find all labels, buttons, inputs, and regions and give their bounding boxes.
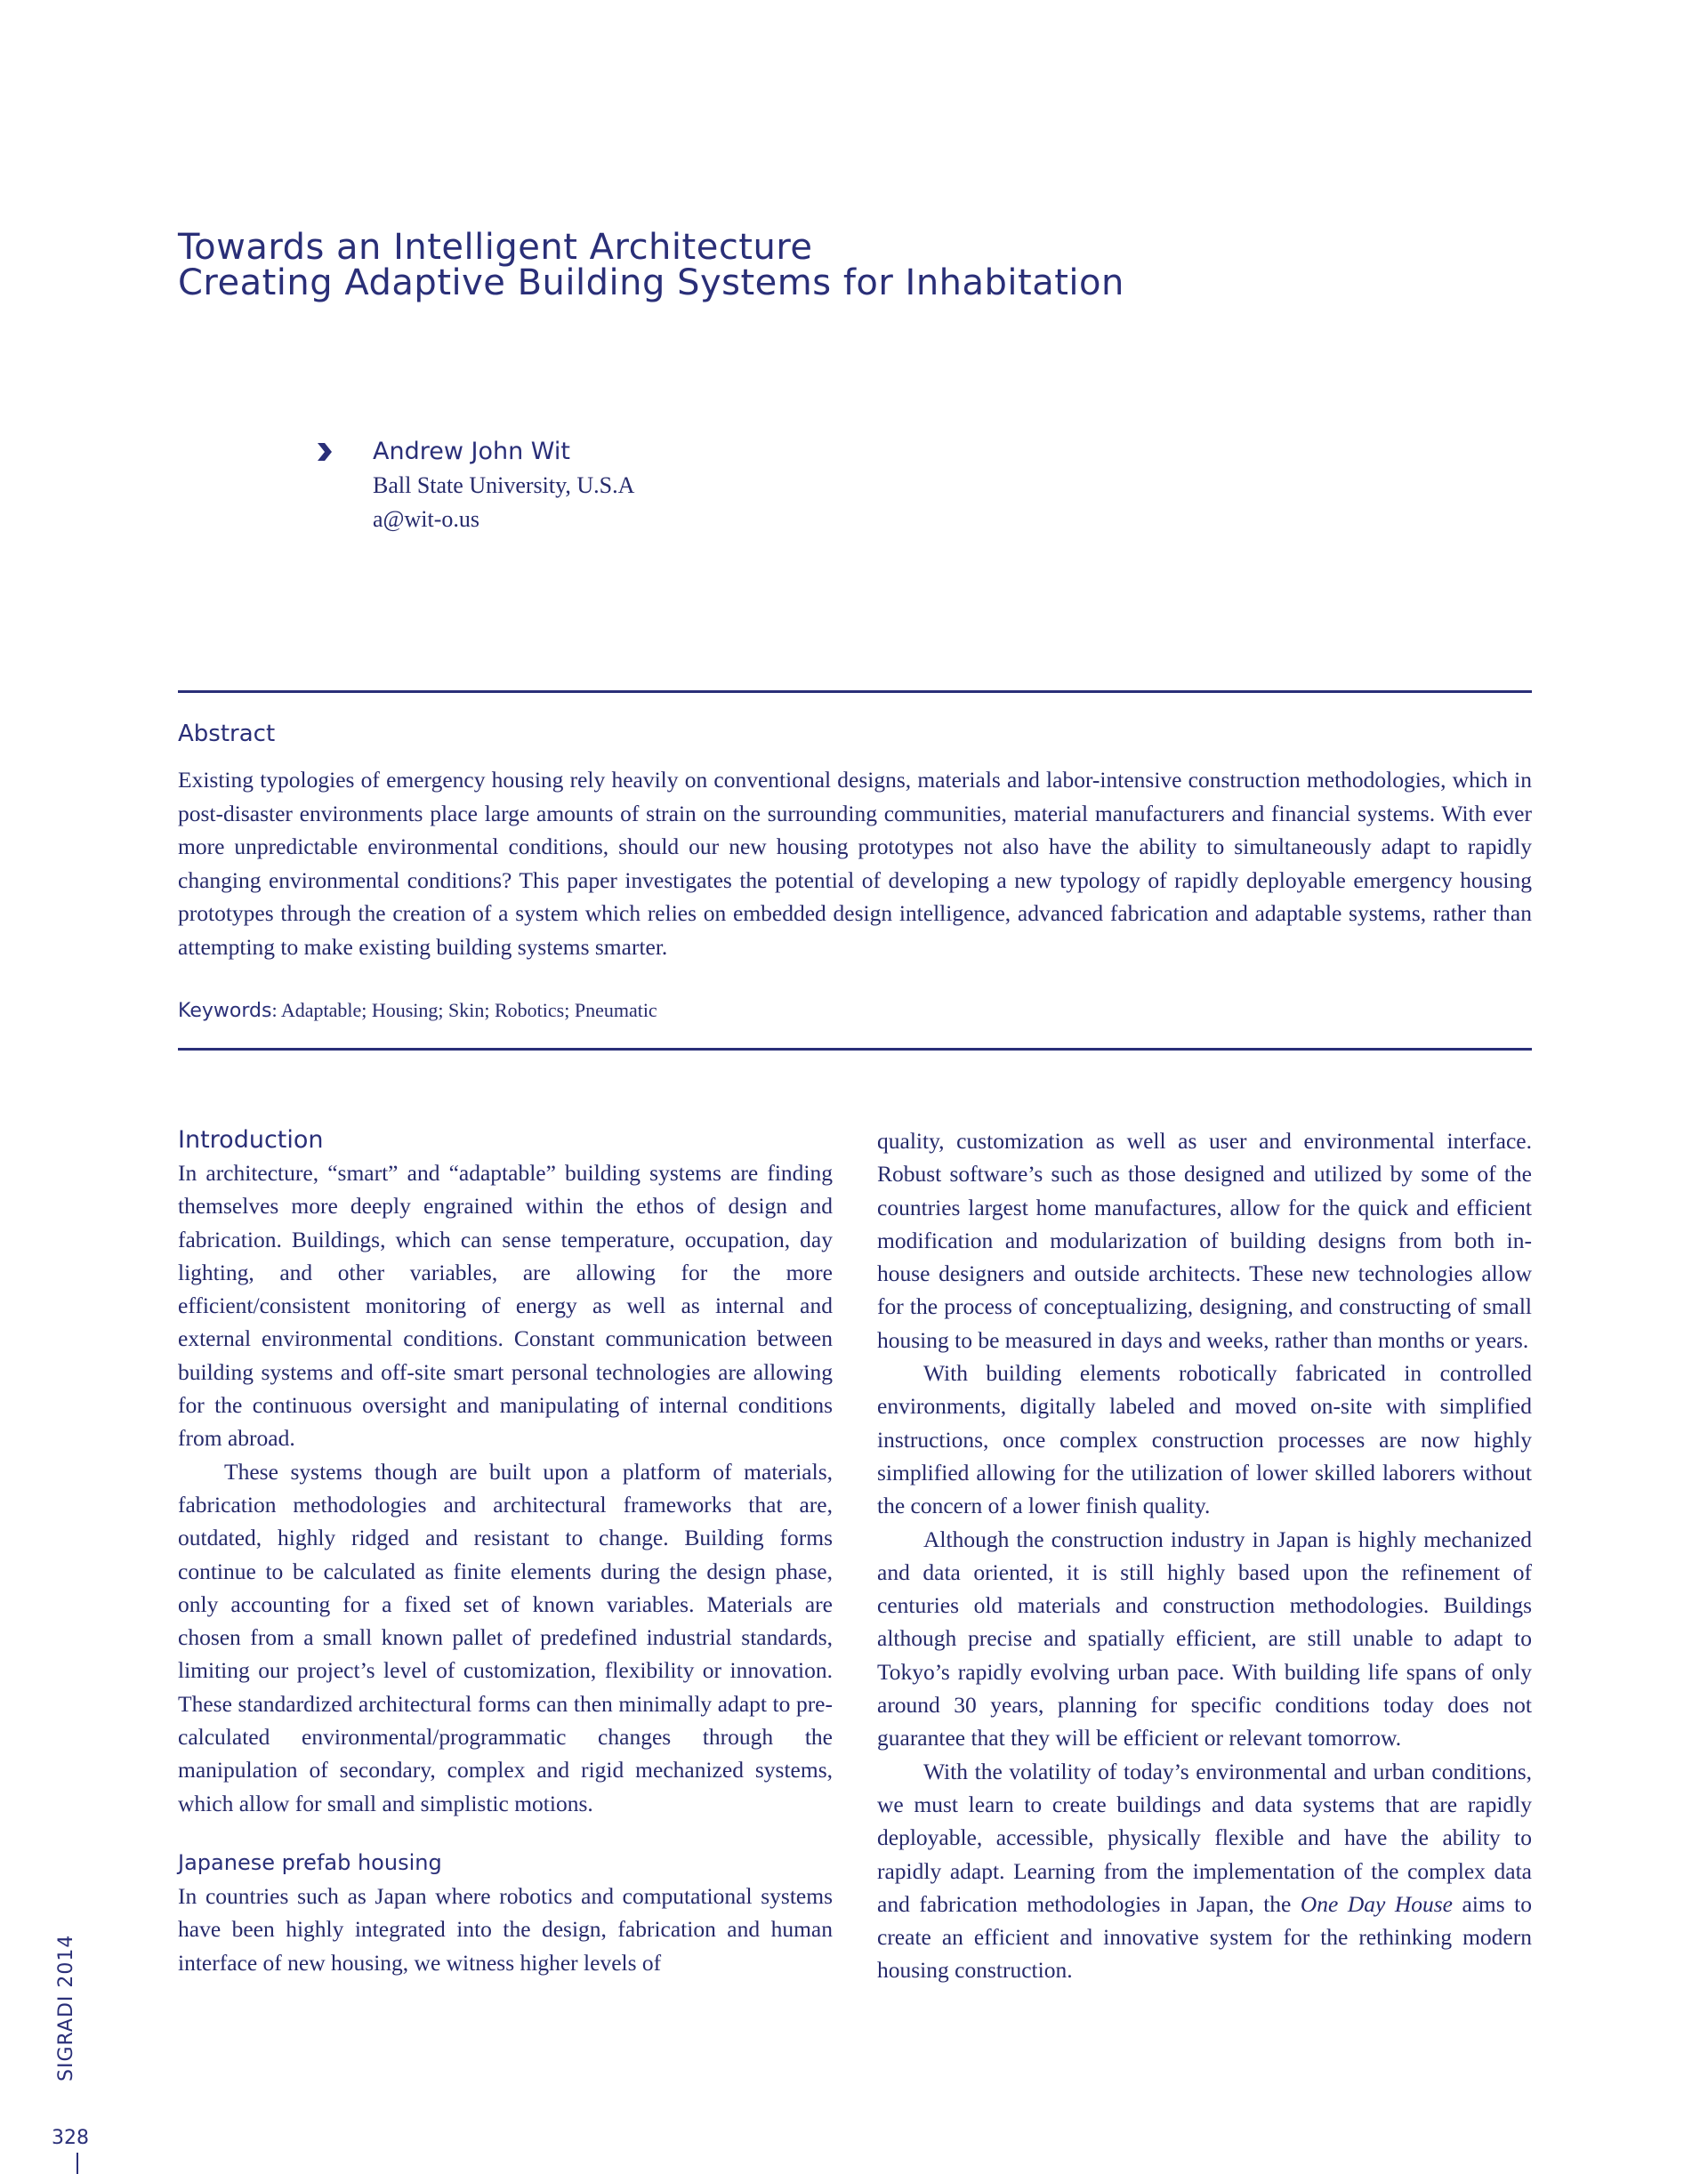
paper-title-line-2: Creating Adaptive Building Systems for Inhabitation — [178, 262, 1124, 303]
keywords-separator: : — [271, 999, 281, 1021]
one-day-house-title: One Day House — [1300, 1890, 1453, 1917]
abstract-heading: Abstract — [178, 721, 276, 747]
body-column-right — [877, 1124, 1532, 1987]
paper-title — [178, 229, 1530, 301]
author-email[interactable]: a@wit-o.us — [373, 506, 479, 532]
keywords-line — [178, 994, 1512, 1027]
introduction-paragraph-2: These systems though are built upon a platform of materials, fabrication methodologies and architectural frameworks that are, outdated, highly ridged and resistant to change. Building forms continue to be calculated as finite elements during the design phase, only accounting for a fixed set of known variables. Materials are chosen from a small known pallet of predefined industrial standards, limiting our project’s level of customization, flexibility or innovation. These standardized architectural forms can then minimally adapt to pre-calculated environmental/programmatic changes through the manipulation of secondary, complex and rigid mechanized systems, which allow for small and simplistic motions. — [178, 1458, 833, 1816]
conference-side-label: SIGRADI 2014 — [55, 1934, 77, 2081]
introduction-heading: Introduction — [178, 1126, 324, 1154]
author-name: Andrew John Wit — [373, 438, 570, 465]
paper-title-line-1: Towards an Intelligent Architecture — [178, 227, 813, 268]
right-paragraph-2: With building elements robotically fabricated in controlled environments, digitally labeled and moved on-site with simplified instructions, once complex construction processes are now highly simplified allowing for the utilization of lower skilled laborers without the concern of a lower finish quality. — [877, 1360, 1532, 1519]
abstract-top-divider — [178, 690, 1532, 693]
keywords-list: Adaptable; Housing; Skin; Robotics; Pneumatic — [280, 999, 657, 1021]
right-paragraph-1: quality, customization as well as user and environmental interface. Robust software’s such as those designed and utilized by some of the countries largest home manufactures, allow for the quick and efficient modification and modularization of building designs from both in-house designers and outside architects. These new technologies allow for the process of conceptualizing, designing, and constructing of small housing to be measured in days and weeks, rather than months or years. — [877, 1128, 1532, 1353]
introduction-paragraph-1: In architecture, “smart” and “adaptable” building systems are finding themselves more deeply engrained within the ethos of design and fabrication. Buildings, which can sense temperature, occupation, day lighting, and other variables, are allowing for the more efficient/consistent monitoring of energy as well as internal and external environmental conditions. Constant communication between building systems and off-site smart personal technologies are allowing for the continuous oversight and manipulating of internal conditions from abroad. — [178, 1160, 833, 1452]
keywords-label: Keywords — [178, 1000, 272, 1022]
right-paragraph-4 — [877, 1755, 1532, 1987]
chevron-right-icon — [316, 441, 334, 463]
page-number: 328 — [52, 2127, 89, 2149]
japanese-prefab-paragraph-1: In countries such as Japan where robotics and computational systems have been highly integrated into the design, fabrication and human interface of new housing, we witness higher levels of — [178, 1882, 833, 1976]
abstract-bottom-divider — [178, 1048, 1532, 1051]
abstract-text: Existing typologies of emergency housing rely heavily on conventional designs, materials and labor-intensive construction methodologies, which in post-disaster environments place large amounts of strain on the surrounding communities, material manufacturers and financial systems. With ever more unpredictable environmental conditions, should our new housing prototypes not also have the ability to simultaneously adapt to rapidly changing environmental conditions? This paper investigates the potential of developing a new typology of rapidly deployable emergency housing prototypes through the creation of a system which relies on embedded design intelligence, advanced fabrication and adaptable systems, rather than attempting to make existing building systems smarter. — [178, 767, 1532, 960]
right-paragraph-4-end: aims to create an efficient and innovative system for the rethinking modern housing construction. — [877, 1890, 1533, 1984]
body-column-left — [178, 1124, 833, 1979]
page-number-tick — [77, 2153, 78, 2174]
japanese-prefab-heading: Japanese prefab housing — [178, 1849, 442, 1875]
author-affiliation: Ball State University, U.S.A — [373, 472, 635, 498]
right-paragraph-4-start: With the volatility of today’s environmental and urban conditions, we must learn to create buildings and data systems that are rapidly deployable, accessible, physically flexible and have the ability to rapidly adapt. Learning from the implementation of the complex data and fabrication methodologies in Japan, the — [877, 1758, 1532, 1917]
right-paragraph-3: Although the construction industry in Japan is highly mechanized and data oriented, it is still highly based upon the refinement of centuries old materials and construction methodologies. Buildings although precise and spatially efficient, are still unable to adapt to Tokyo’s rapidly evolving urban pace. With building life spans of only around 30 years, planning for specific conditions today does not guarantee that they will be efficient or relevant tomorrow. — [877, 1526, 1532, 1751]
